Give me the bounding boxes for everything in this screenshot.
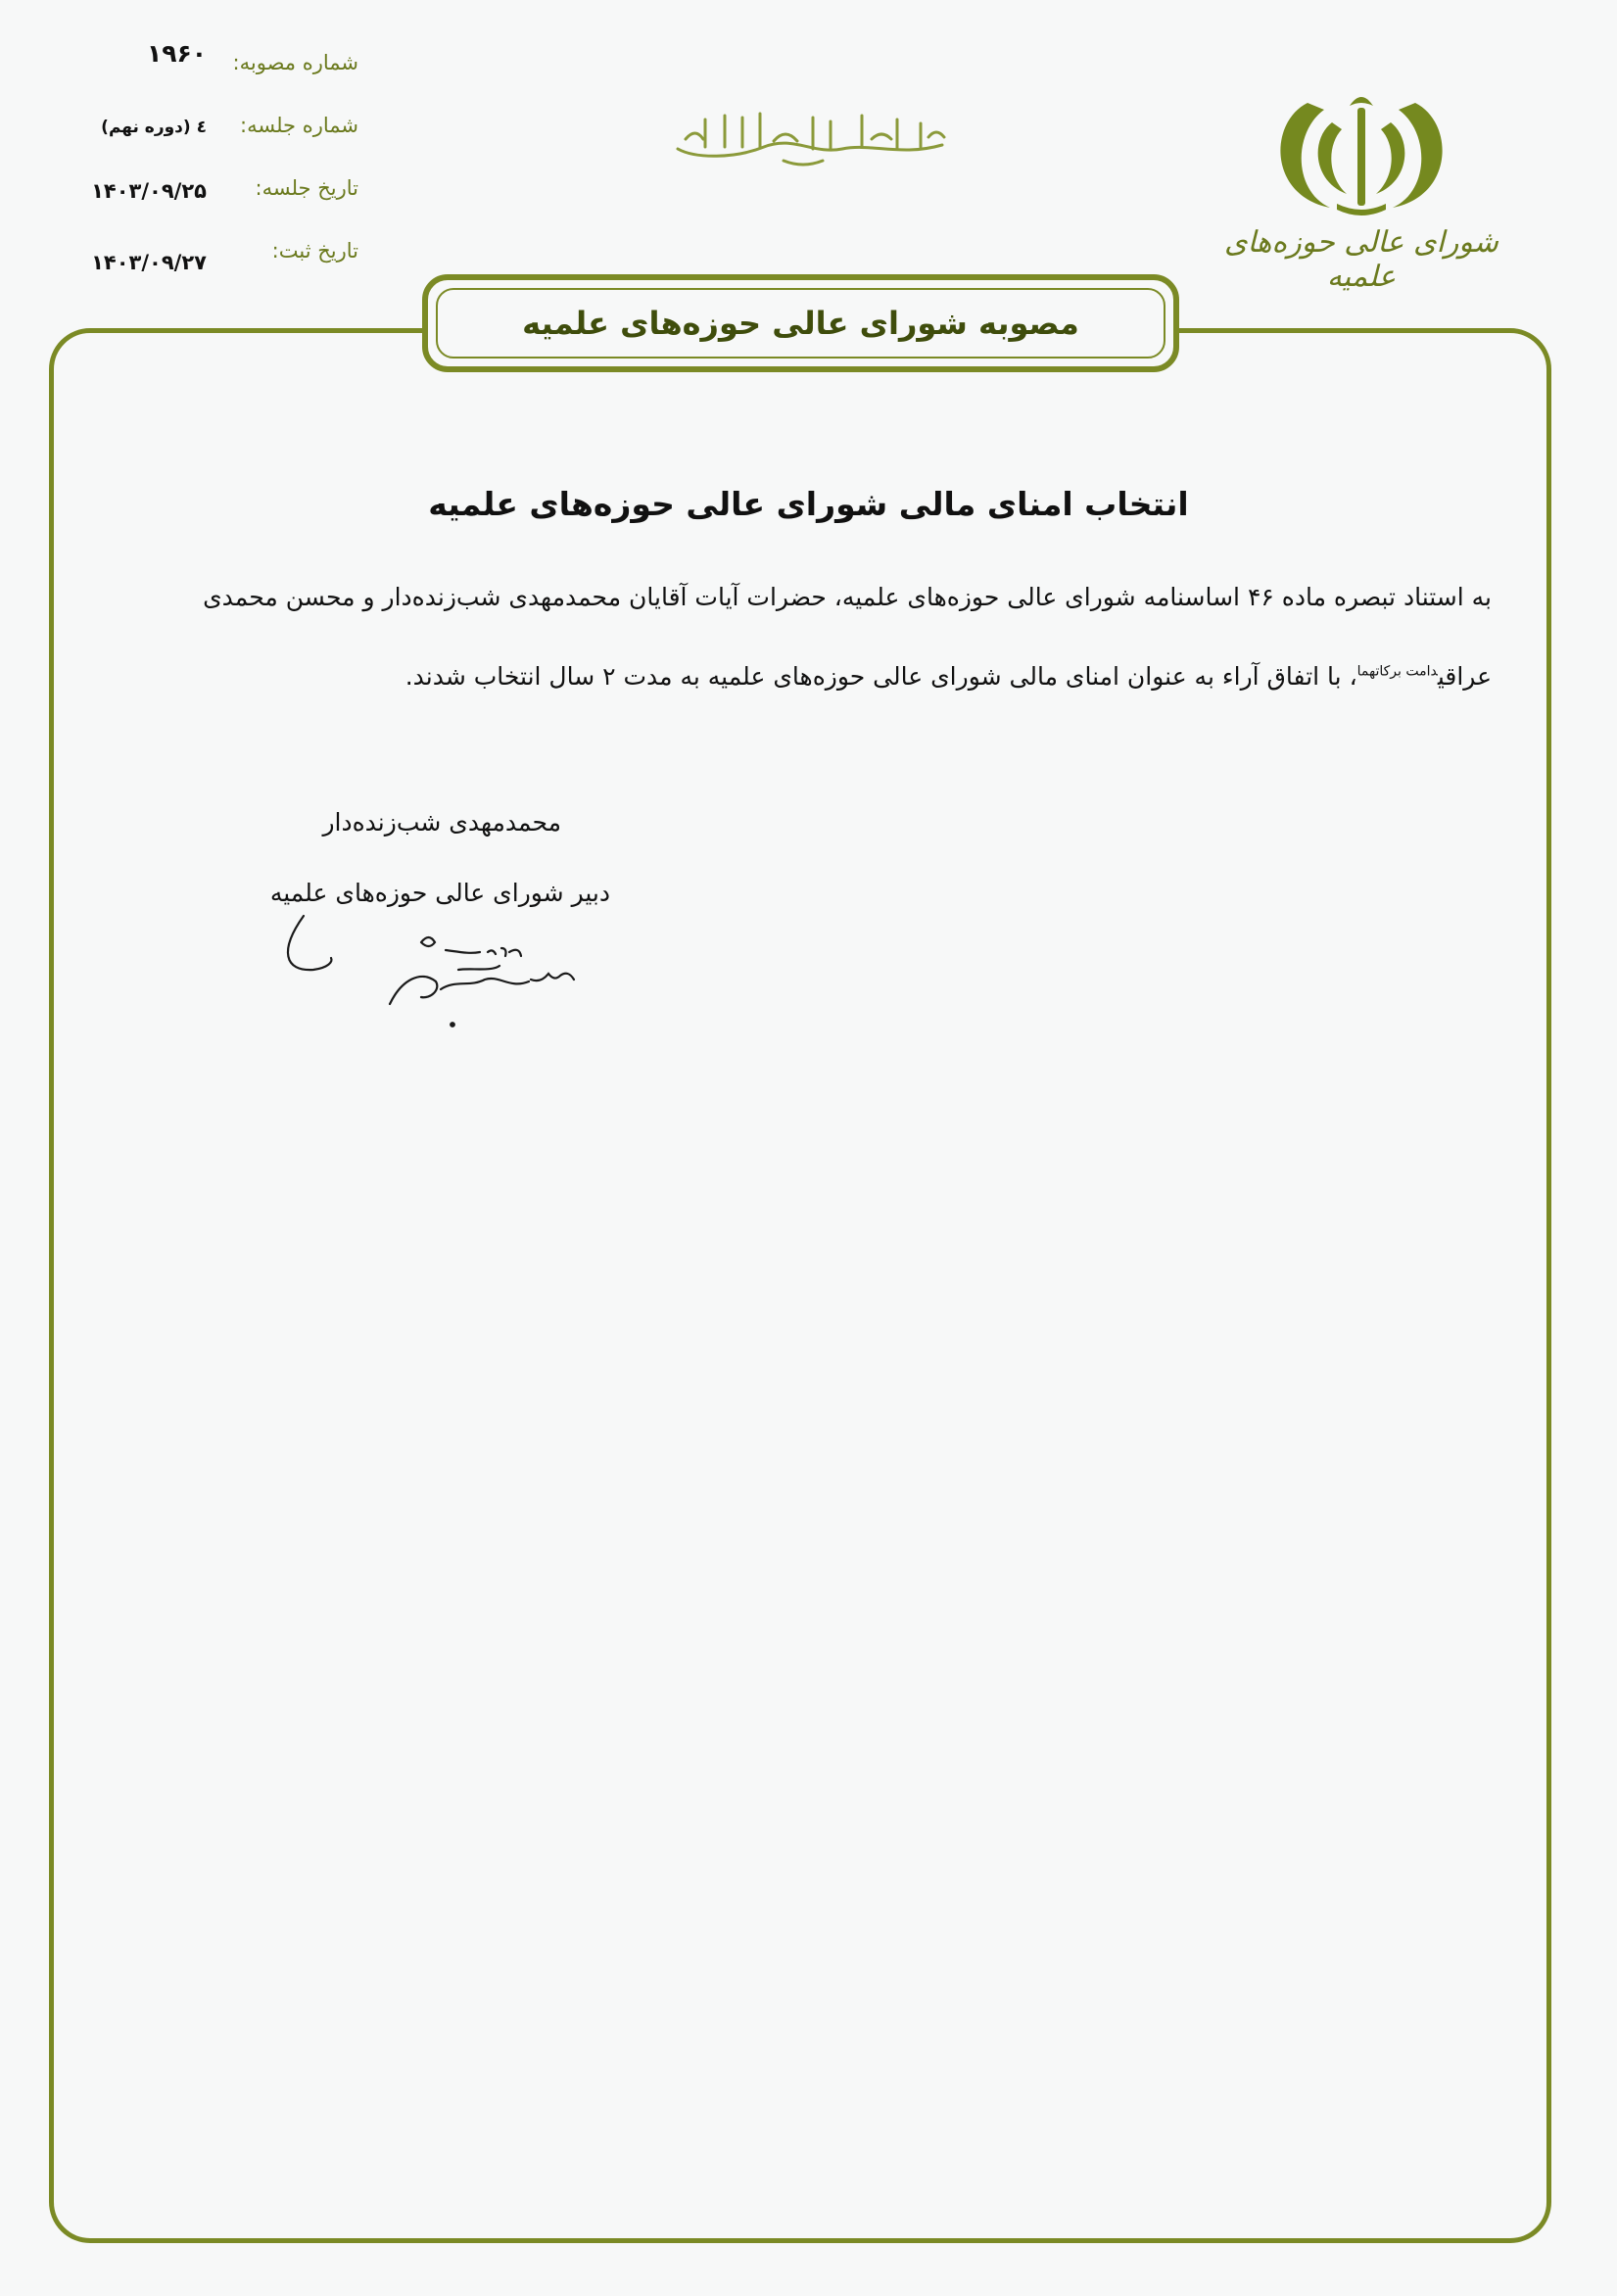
- iran-emblem-icon: [1214, 78, 1508, 225]
- bismillah-calligraphy: [666, 98, 960, 176]
- session-date-label: تاریخ جلسه:: [255, 176, 358, 200]
- registration-date-label: تاریخ ثبت:: [271, 239, 358, 263]
- session-number-label: شماره جلسه:: [240, 114, 358, 137]
- bismillah-text: بسم الله الرحمن الرحیم: [807, 172, 819, 173]
- signature-icon: [274, 911, 597, 1028]
- registration-date-value: ۱۴۰۳/۰۹/۲۷: [91, 251, 207, 274]
- signatory-title: دبیر شورای عالی حوزه‌های علمیه: [269, 879, 610, 907]
- bismillah-calligraphy-icon: [666, 98, 960, 176]
- honorific-superscript: دامت برکاتهما: [1356, 663, 1438, 680]
- session-date-value: ۱۴۰۳/۰۹/۲۵: [91, 179, 207, 203]
- resolution-number-value: ۱۹۶۰: [146, 39, 207, 68]
- session-number-value: ٤ (دوره نهم): [101, 118, 207, 137]
- council-logo: [1214, 78, 1508, 294]
- document-title-tab: [422, 274, 1179, 372]
- handwritten-signature: [274, 911, 597, 1028]
- resolution-number-label: شماره مصوبه:: [232, 51, 358, 74]
- signatory-name: محمدمهدی شب‌زنده‌دار: [322, 808, 561, 837]
- resolution-body-line-2: [120, 662, 1492, 691]
- resolution-body-line-1: به استناد تبصره ماده ۴۶ اساسنامه شورای عالی حوزه‌های علمیه، حضرات آیات آقایان محمدمهدی شب‌زنده‌دار و محسن محمدی: [203, 583, 1492, 611]
- resolution-heading: انتخاب امنای مالی شورای عالی حوزه‌های علمیه: [428, 485, 1189, 523]
- document-title: مصوبه شورای عالی حوزه‌های علمیه: [522, 305, 1079, 342]
- body-line-2-end: ، با اتفاق آراء به عنوان امنای مالی شورای عالی حوزه‌های علمیه به مدت ۲ سال انتخاب شدند.: [404, 662, 1357, 691]
- document-frame: [49, 328, 1551, 2243]
- council-logo-caption: شورای عالی حوزه‌های علمیه: [1224, 225, 1498, 294]
- body-line-2-start: عراقی: [1437, 662, 1492, 691]
